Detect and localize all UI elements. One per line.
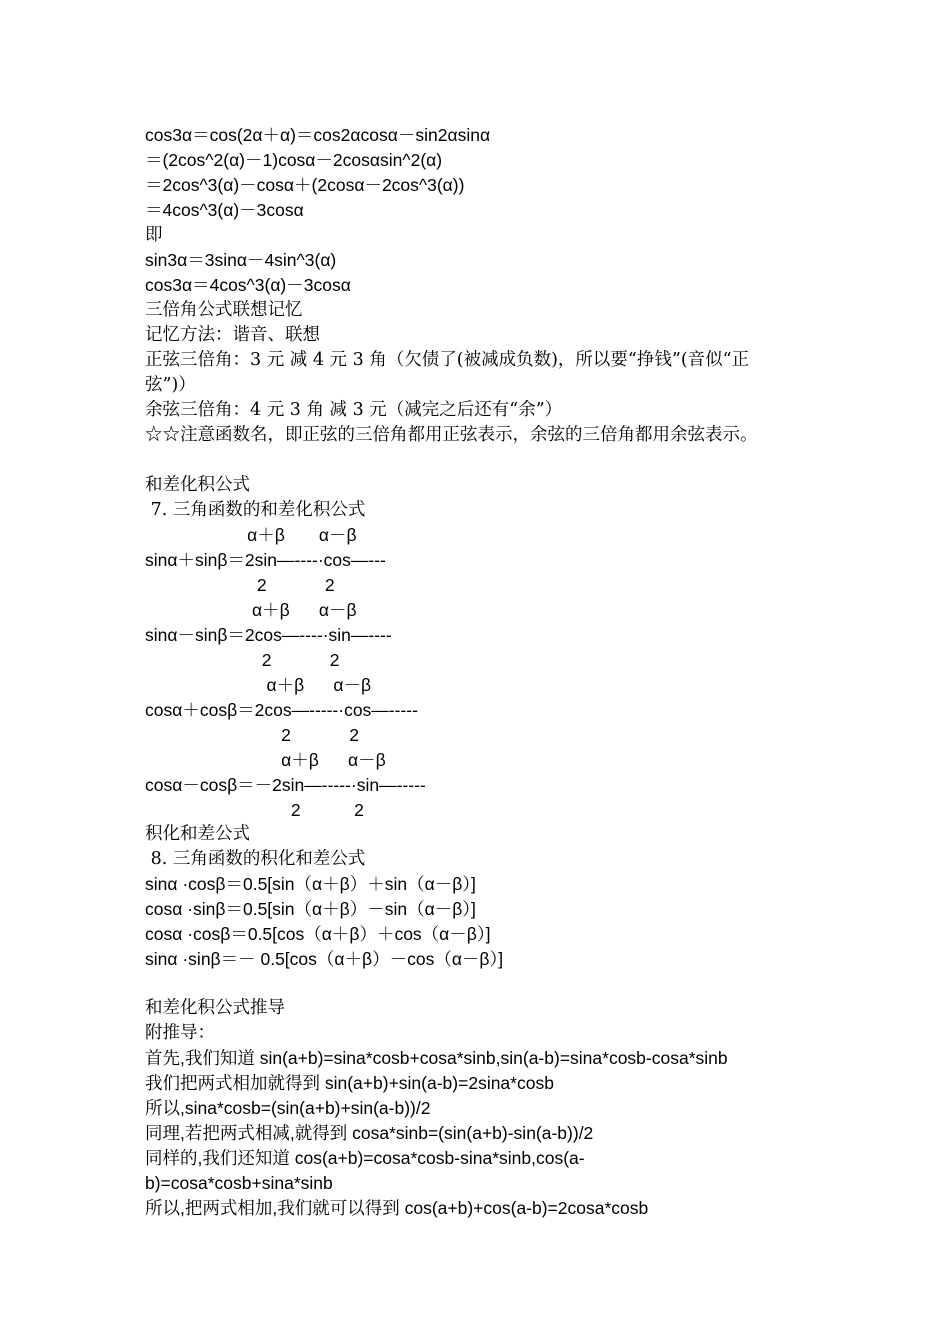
fraction-denominator-line: 2 2 — [145, 575, 335, 595]
fraction-denominator-line: 2 2 — [145, 650, 340, 670]
text-line: 同样的,我们还知道 cos(a+b)=cosa*cosb-sina*sinb,cos(a- — [145, 1148, 585, 1168]
fraction-numerator-line: α＋β α－β — [145, 750, 386, 770]
formula-line: cosα＋cosβ＝2cos—-----·cos—----- — [145, 700, 418, 720]
note-line: ☆☆注意函数名，即正弦的三倍角都用正弦表示，余弦的三倍角都用余弦表示。 — [145, 425, 758, 445]
formula-line: ＝(2cos^2(α)－1)cosα－2cosαsin^2(α) — [145, 150, 443, 170]
formula-line: sin3α＝3sinα－4sin^3(α) — [145, 250, 337, 270]
section-heading: 积化和差公式 — [145, 824, 250, 844]
formula-line: cos3α＝cos(2α＋α)＝cos2αcosα－sin2αsinα — [145, 125, 491, 145]
fraction-numerator-line: α＋β α－β — [145, 675, 372, 695]
text-line: 同理,若把两式相减,就得到 cosa*sinb=(sin(a+b)-sin(a-b))/2 — [145, 1123, 594, 1143]
section-heading: 和差化积公式推导 — [145, 998, 285, 1018]
text-line: 正弦三倍角：3 元 减 4 元 3 角（欠债了(被减成负数)，所以要“挣钱”(音似“正 — [145, 350, 750, 370]
text-line: 首先,我们知道 sin(a+b)=sina*cosb+cosa*sinb,sin(a-b)=sina*cosb-cosa*sinb — [145, 1048, 728, 1068]
text-line: 所以,把两式相加,我们就可以得到 cos(a+b)+cos(a-b)=2cosa*cosb — [145, 1198, 649, 1218]
subsection-heading: 7. 三角函数的和差化积公式 — [145, 500, 366, 520]
formula-line: cosα ·sinβ＝0.5[sin（α＋β）－sin（α－β）] — [145, 899, 476, 919]
text-line: 我们把两式相加就得到 sin(a+b)+sin(a-b)=2sina*cosb — [145, 1073, 554, 1093]
text-line: 记忆方法：谐音、联想 — [145, 325, 320, 345]
formula-line: sinα ·sinβ＝－ 0.5[cos（α＋β）－cos（α－β）] — [145, 949, 504, 969]
text-line: 附推导： — [145, 1023, 215, 1043]
fraction-denominator-line: 2 2 — [145, 800, 364, 820]
formula-line: cosα－cosβ＝－2sin—-----·sin—----- — [145, 775, 426, 795]
text-line: 余弦三倍角：4 元 3 角 减 3 元（减完之后还有“余”） — [145, 400, 563, 420]
fraction-numerator-line: α＋β α－β — [145, 600, 357, 620]
formula-line: ＝2cos^3(α)－cosα＋(2cosα－2cos^3(α)) — [145, 175, 465, 195]
subsection-heading: 8. 三角函数的积化和差公式 — [145, 849, 366, 869]
text-line: 所以,sina*cosb=(sin(a+b)+sin(a-b))/2 — [145, 1098, 431, 1118]
fraction-numerator-line: α＋β α－β — [145, 525, 357, 545]
text-line: 弦”)） — [145, 375, 196, 395]
formula-line: sinα＋sinβ＝2sin—----·cos—--- — [145, 550, 386, 570]
formula-line: ＝4cos^3(α)－3cosα — [145, 200, 304, 220]
text-line: 即 — [145, 225, 163, 245]
formula-line: cosα ·cosβ＝0.5[cos（α＋β）＋cos（α－β）] — [145, 924, 491, 944]
text-line: b)=cosa*cosb+sina*sinb — [145, 1173, 333, 1193]
formula-line: sinα－sinβ＝2cos—----·sin—---- — [145, 625, 392, 645]
section-heading: 和差化积公式 — [145, 475, 250, 495]
formula-line: sinα ·cosβ＝0.5[sin（α＋β）＋sin（α－β）] — [145, 874, 476, 894]
fraction-denominator-line: 2 2 — [145, 725, 359, 745]
formula-line: cos3α＝4cos^3(α)－3cosα — [145, 275, 351, 295]
section-heading: 三倍角公式联想记忆 — [145, 300, 303, 320]
